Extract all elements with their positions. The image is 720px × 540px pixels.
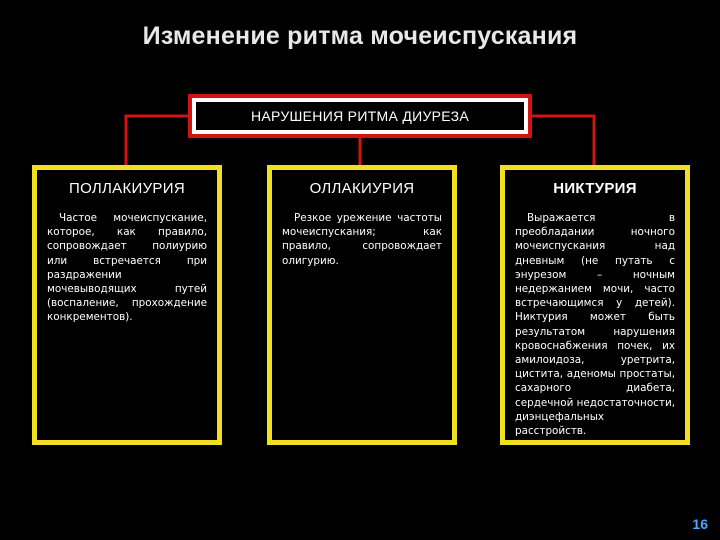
- slide-title: Изменение ритма мочеиспускания: [142, 22, 578, 50]
- node-ollakiuria: [267, 165, 457, 445]
- root-node-inner: [196, 102, 524, 130]
- connector-left: [126, 116, 188, 165]
- node-heading: ПОЛЛАКИУРИЯ: [69, 180, 185, 197]
- node-description: Частое мочеиспускание, которое, как правило, сопровождает полиурию или встречается при раздражении мочевыводящих путей (воспаление, прохождение конкрементов).: [47, 212, 207, 324]
- connector-right: [532, 116, 594, 165]
- root-node: [188, 94, 532, 138]
- node-nikturia: [500, 165, 690, 445]
- root-node-label: НАРУШЕНИЯ РИТМА ДИУРЕЗА: [250, 108, 470, 124]
- node-description: Выражается в преобладании ночного мочеиспускания над дневным (не путать с энурезом – ночным недержанием мочи, часто встречающимся у детей). Никтурия может быть результатом нарушения кровоснабжения почек, их амилоидоза, уретрита, цистита, аденомы простаты, сахарного диабета, сердечной недостаточности, диэнцефальных расстройств.: [515, 212, 676, 438]
- node-heading: НИКТУРИЯ: [553, 180, 637, 197]
- node-description: Резкое урежение частоты мочеиспускания; как правило, сопровождает олигурию.: [282, 212, 442, 267]
- node-heading: ОЛЛАКИУРИЯ: [309, 180, 415, 197]
- page-number: 16: [692, 516, 708, 532]
- node-pollakiuria: [32, 165, 222, 445]
